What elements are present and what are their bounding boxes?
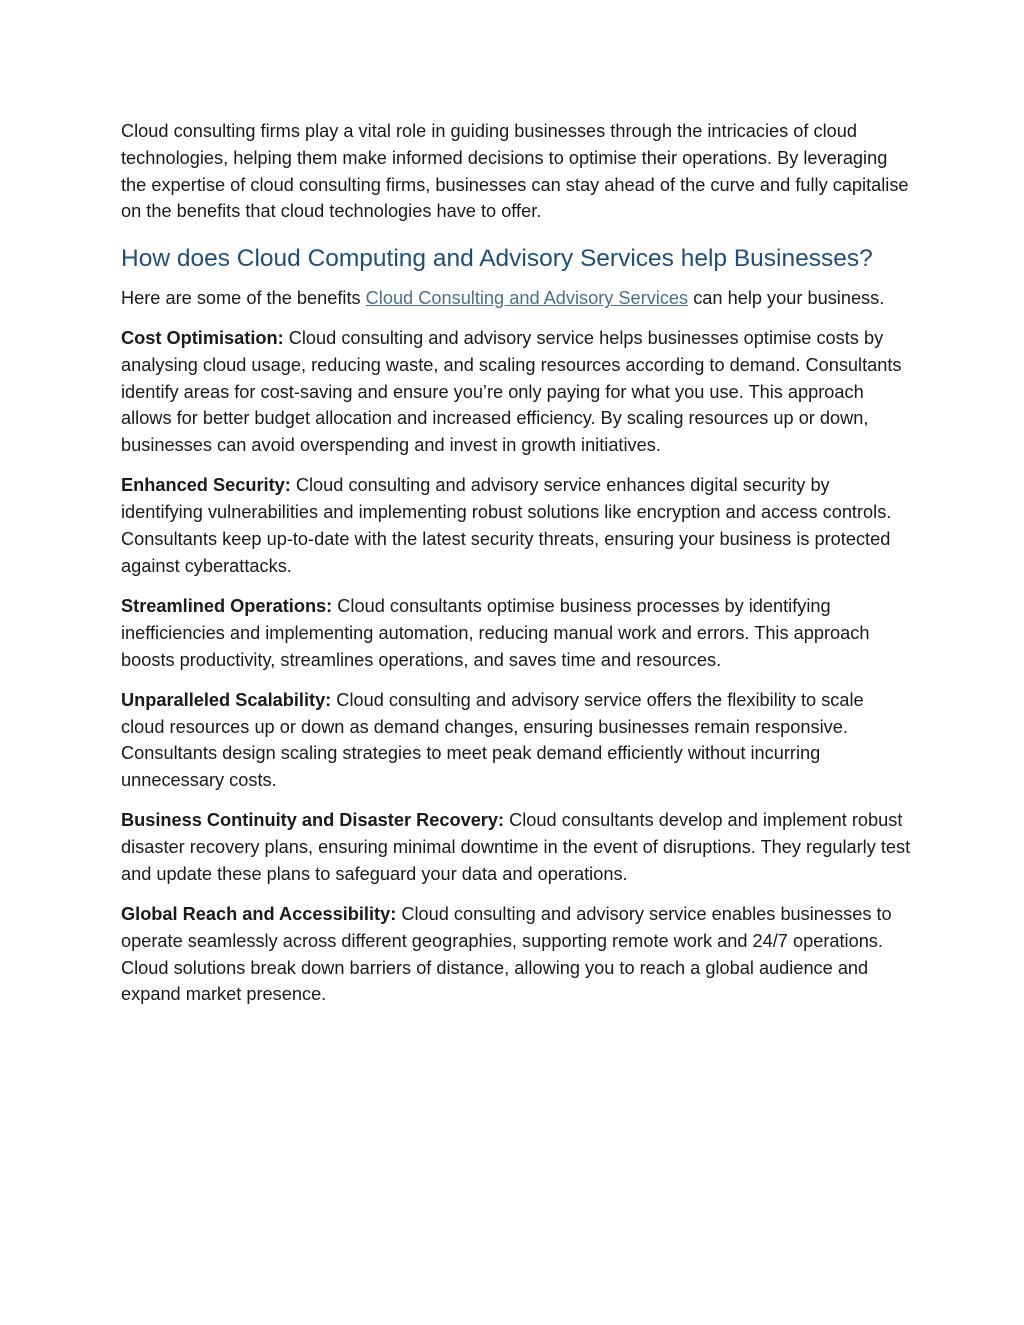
benefit-title: Enhanced Security: — [121, 475, 291, 496]
benefit-text: Cloud consultants develop and implement robust disaster recovery plans, ensuring minimal downtime in the event of disruptions. They regularly test and update these plans to safeguard your data and operations. — [121, 810, 911, 884]
lead-text-before: Here are some of the benefits — [121, 288, 366, 309]
benefit-title: Streamlined Operations: — [121, 595, 333, 616]
benefit-title: Business Continuity and Disaster Recovery: — [121, 810, 505, 831]
benefit-business-continuity — [121, 807, 911, 887]
benefit-text: Cloud consulting and advisory service offers the flexibility to scale cloud resources up or down as demand changes, ensuring businesses remain responsive. Consultants design scaling strategies to meet peak demand efficiently without incurring unnecessary costs. — [121, 689, 864, 791]
lead-paragraph — [121, 285, 911, 312]
benefit-text: Cloud consulting and advisory service enhances digital security by identifying vulnerabilities and implementing robust solutions like encryption and access controls. Consultants keep up-to-date with the latest security threats, ensuring your business is protected against cyberattacks. — [121, 475, 892, 576]
benefit-text: Cloud consulting and advisory service helps businesses optimise costs by analysing cloud usage, reducing waste, and scaling resources according to demand. Consultants identify areas for cost-saving and ensure you’re only paying for what you use. This approach allows for better budget allocation and increased efficiency. By scaling resources up or down, businesses can avoid overspending and invest in growth initiatives. — [121, 327, 902, 456]
section-heading: How does Cloud Computing and Advisory Services help Businesses? — [121, 245, 873, 273]
document-page — [121, 118, 911, 1022]
intro-paragraph: Cloud consulting firms play a vital role in guiding businesses through the intricacies of cloud technologies, helping them make informed decisions to optimise their operations. By leveraging the expertise of cloud consulting firms, businesses can stay ahead of the curve and fully capitalise on the benefits that cloud technologies have to offer. — [121, 121, 909, 222]
benefit-enhanced-security — [121, 472, 911, 579]
lead-text-after: can help your business. — [688, 288, 885, 309]
benefit-title: Cost Optimisation: — [121, 327, 284, 348]
benefit-text: Cloud consultants optimise business processes by identifying inefficiencies and implementing automation, reducing manual work and errors. This approach boosts productivity, streamlines operations, and saves time and resources. — [121, 595, 870, 670]
benefit-text: Cloud consulting and advisory service enables businesses to operate seamlessly across different geographies, supporting remote work and 24/7 operations. Cloud solutions break down barriers of distance, allowing you to reach a global audience and expand market presence. — [121, 904, 892, 1005]
benefit-streamlined-operations — [121, 593, 911, 673]
benefit-global-reach — [121, 901, 911, 1008]
benefit-cost-optimisation — [121, 325, 911, 459]
cloud-consulting-link[interactable]: Cloud Consulting and Advisory Services — [365, 288, 689, 309]
benefit-unparalleled-scalability — [121, 687, 911, 794]
benefit-title: Unparalleled Scalability: — [121, 689, 332, 710]
benefit-title: Global Reach and Accessibility: — [121, 904, 397, 925]
